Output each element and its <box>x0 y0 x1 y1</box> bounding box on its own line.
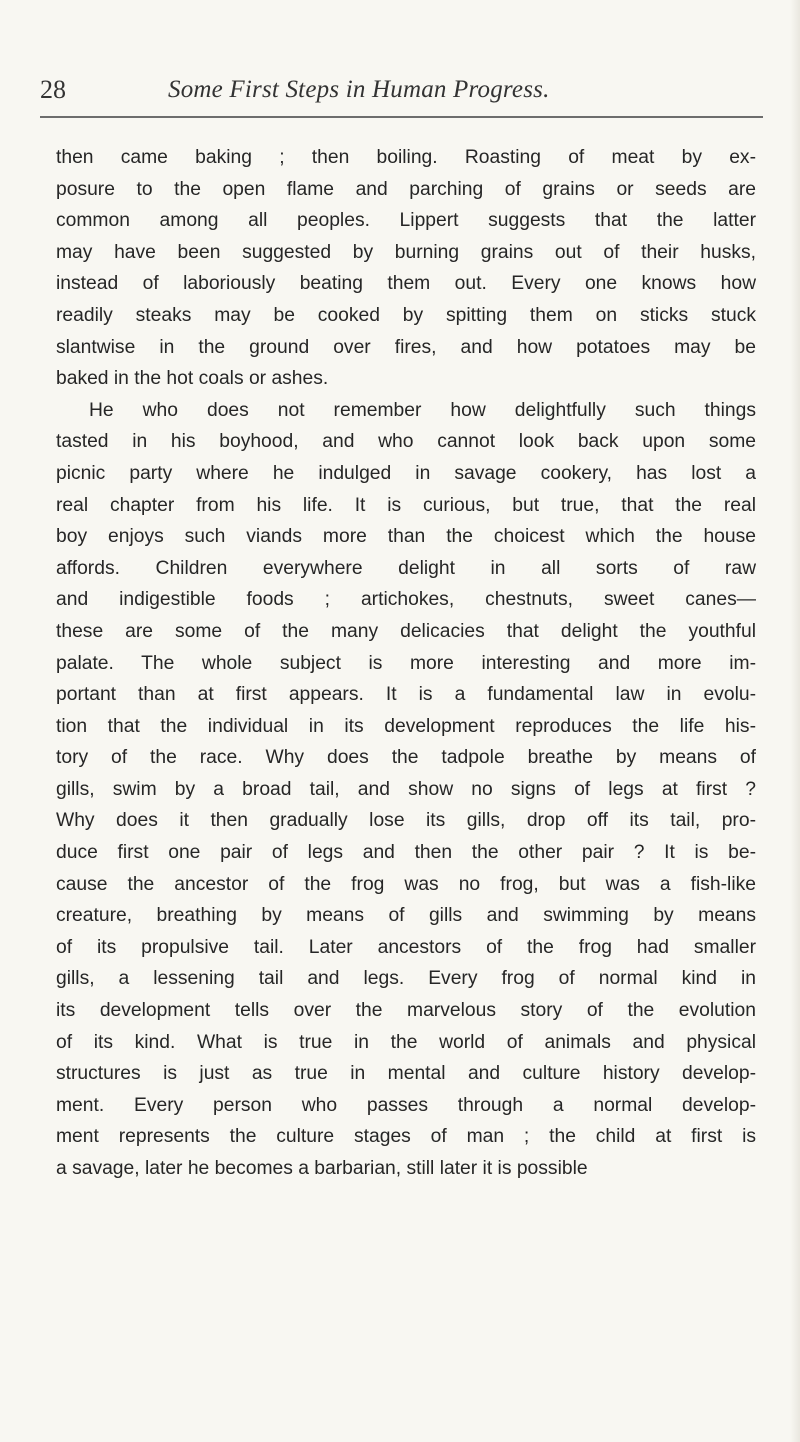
text-line: baked in the hot coals or ashes. <box>56 368 329 390</box>
text-line: gills, swim by a broad tail, and show no signs of legs at first ? <box>56 778 756 800</box>
text-line: tasted in his boyhood, and who cannot look back upon some <box>56 431 756 453</box>
text-line: slantwise in the ground over fires, and how potatoes may be <box>56 336 756 358</box>
text-line: and indigestible foods ; artichokes, chestnuts, sweet canes— <box>56 589 756 611</box>
text-line: posure to the open flame and parching of grains or seeds are <box>56 178 756 200</box>
page-edge-shadow <box>790 0 800 1442</box>
text-line: gills, a lessening tail and legs. Every frog of normal kind in <box>56 968 756 990</box>
header-rule <box>40 116 763 118</box>
text-line: boy enjoys such viands more than the choicest which the house <box>56 526 756 548</box>
text-line: then came baking ; then boiling. Roasting of meat by ex- <box>56 147 756 168</box>
text-line: affords. Children everywhere delight in all sorts of raw <box>56 557 756 579</box>
text-line: structures is just as true in mental and culture history develop- <box>56 1063 756 1085</box>
text-line: common among all peoples. Lippert suggests that the latter <box>56 210 756 232</box>
text-line: of its kind. What is true in the world of animals and physical <box>56 1031 756 1053</box>
text-line: its development tells over the marvelous story of the evolution <box>56 1000 756 1022</box>
text-line: tion that the individual in its development reproduces the life his- <box>56 715 756 737</box>
page-number: 28 <box>40 75 66 104</box>
text-line: Why does it then gradually lose its gills, drop off its tail, pro- <box>56 810 756 832</box>
text-line: duce first one pair of legs and then the other pair ? It is be- <box>56 842 756 864</box>
text-line: cause the ancestor of the frog was no frog, but was a fish-like <box>56 873 756 895</box>
paragraph <box>56 395 756 1185</box>
text-line: creature, breathing by means of gills and swimming by means <box>56 905 756 927</box>
page-header <box>40 74 760 114</box>
text-line: these are some of the many delicacies that delight the youthful <box>56 620 756 642</box>
text-line: palate. The whole subject is more interesting and more im- <box>56 652 756 674</box>
text-line: real chapter from his life. It is curious, but true, that the real <box>56 494 756 516</box>
text-line: ment. Every person who passes through a normal develop- <box>56 1094 756 1116</box>
text-line: instead of laboriously beating them out. Every one knows how <box>56 273 756 295</box>
running-title: Some First Steps in Human Progress. <box>168 76 550 103</box>
text-line: ment represents the culture stages of man ; the child at first is <box>56 1126 756 1148</box>
body-text <box>56 142 756 1185</box>
text-line: may have been suggested by burning grains out of their husks, <box>56 241 756 263</box>
text-line: a savage, later he becomes a barbarian, still later it is possible <box>56 1158 588 1179</box>
text-line: He who does not remember how delightfully such things <box>89 399 756 421</box>
text-line: tory of the race. Why does the tadpole breathe by means of <box>56 747 756 769</box>
paragraph <box>56 142 756 395</box>
text-line: picnic party where he indulged in savage cookery, has lost a <box>56 462 756 484</box>
text-line: of its propulsive tail. Later ancestors of the frog had smaller <box>56 936 756 958</box>
text-line: readily steaks may be cooked by spitting them on sticks stuck <box>56 304 756 326</box>
text-line: portant than at first appears. It is a fundamental law in evolu- <box>56 684 756 706</box>
